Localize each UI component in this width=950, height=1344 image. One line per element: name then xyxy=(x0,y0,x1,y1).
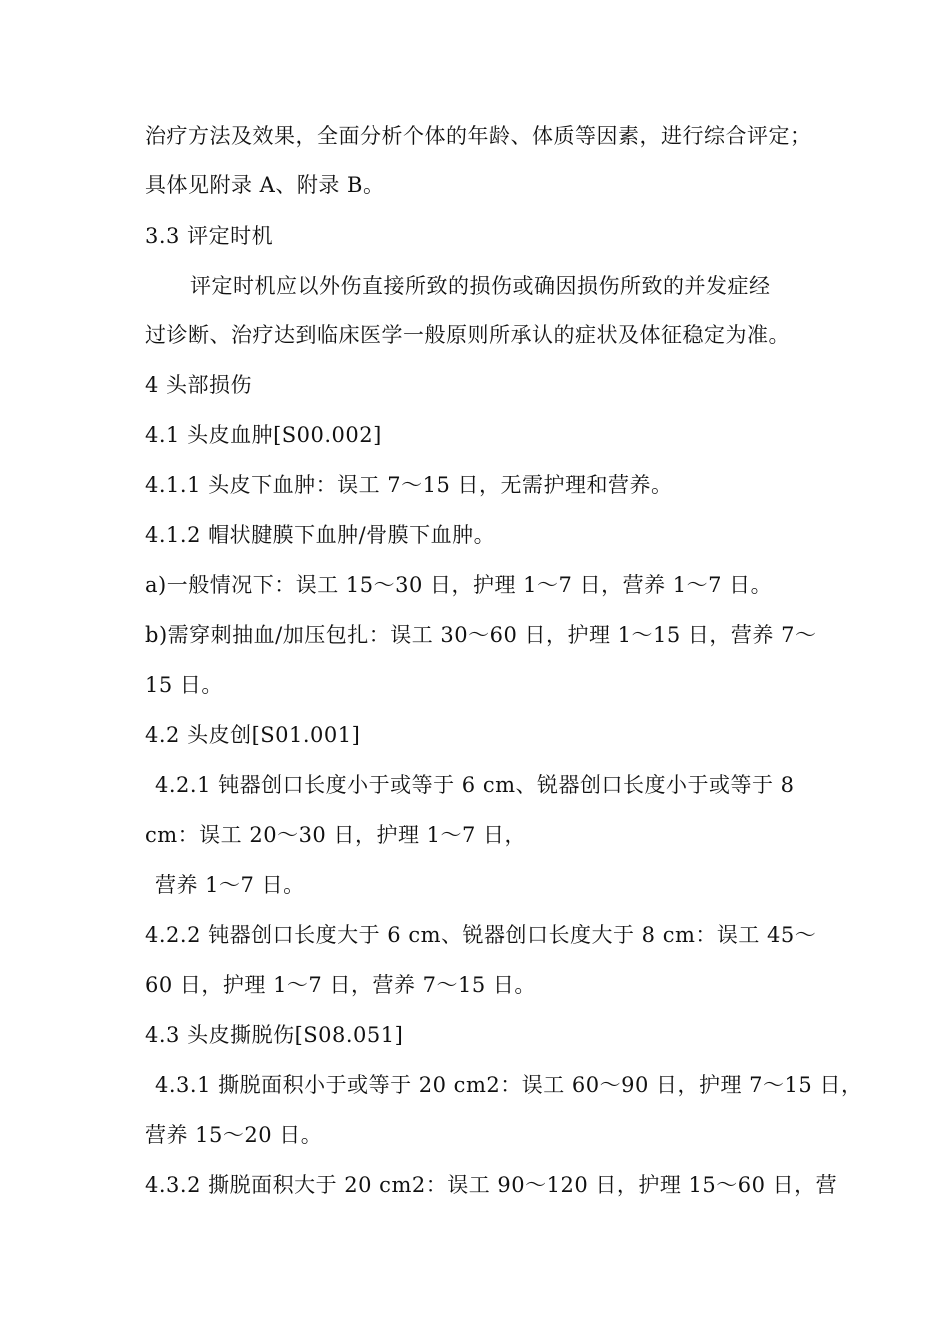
paragraph-line: 过诊断、治疗达到临床医学一般原则所承认的症状及体征稳定为准。 xyxy=(145,323,790,347)
paragraph-line: 4.1.2 帽状腱膜下血肿/骨膜下血肿。 xyxy=(145,523,496,547)
paragraph-line: 4.2.2 钝器创口长度大于 6 cm、锐器创口长度大于 8 cm：误工 45～ xyxy=(145,923,817,947)
paragraph-line: 具体见附录 A、附录 B。 xyxy=(145,173,385,197)
section-heading: 3.3 评定时机 xyxy=(145,224,274,248)
list-item: a)一般情况下：误工 15～30 日，护理 1～7 日，营养 1～7 日。 xyxy=(145,573,773,597)
list-item: b)需穿刺抽血/加压包扎：误工 30～60 日，护理 1～15 日，营养 7～ xyxy=(145,623,817,647)
paragraph-line: 营养 15～20 日。 xyxy=(145,1123,323,1147)
section-heading: 4.2 头皮创[S01.001] xyxy=(145,723,361,747)
section-heading: 4 头部损伤 xyxy=(145,373,253,397)
paragraph-line: 15 日。 xyxy=(145,673,223,697)
section-heading: 4.3 头皮撕脱伤[S08.051] xyxy=(145,1023,404,1047)
paragraph-line: 营养 1～7 日。 xyxy=(155,873,305,897)
paragraph-line: 4.2.1 钝器创口长度小于或等于 6 cm、锐器创口长度小于或等于 8 xyxy=(155,773,795,797)
section-heading: 4.1 头皮血肿[S00.002] xyxy=(145,423,382,447)
paragraph-line: 4.3.2 撕脱面积大于 20 cm2：误工 90～120 日，护理 15～60 日，营 xyxy=(145,1173,838,1197)
paragraph-line: cm：误工 20～30 日，护理 1～7 日， xyxy=(145,823,527,847)
paragraph-line: 60 日，护理 1～7 日，营养 7～15 日。 xyxy=(145,973,536,997)
paragraph-line: 治疗方法及效果，全面分析个体的年龄、体质等因素，进行综合评定； xyxy=(145,124,812,148)
paragraph-line: 4.3.1 撕脱面积小于或等于 20 cm2：误工 60～90 日，护理 7～15 日， xyxy=(155,1073,863,1097)
paragraph-line: 4.1.1 头皮下血肿：误工 7～15 日，无需护理和营养。 xyxy=(145,473,673,497)
paragraph-line: 评定时机应以外伤直接所致的损伤或确因损伤所致的并发症经 xyxy=(190,274,771,298)
